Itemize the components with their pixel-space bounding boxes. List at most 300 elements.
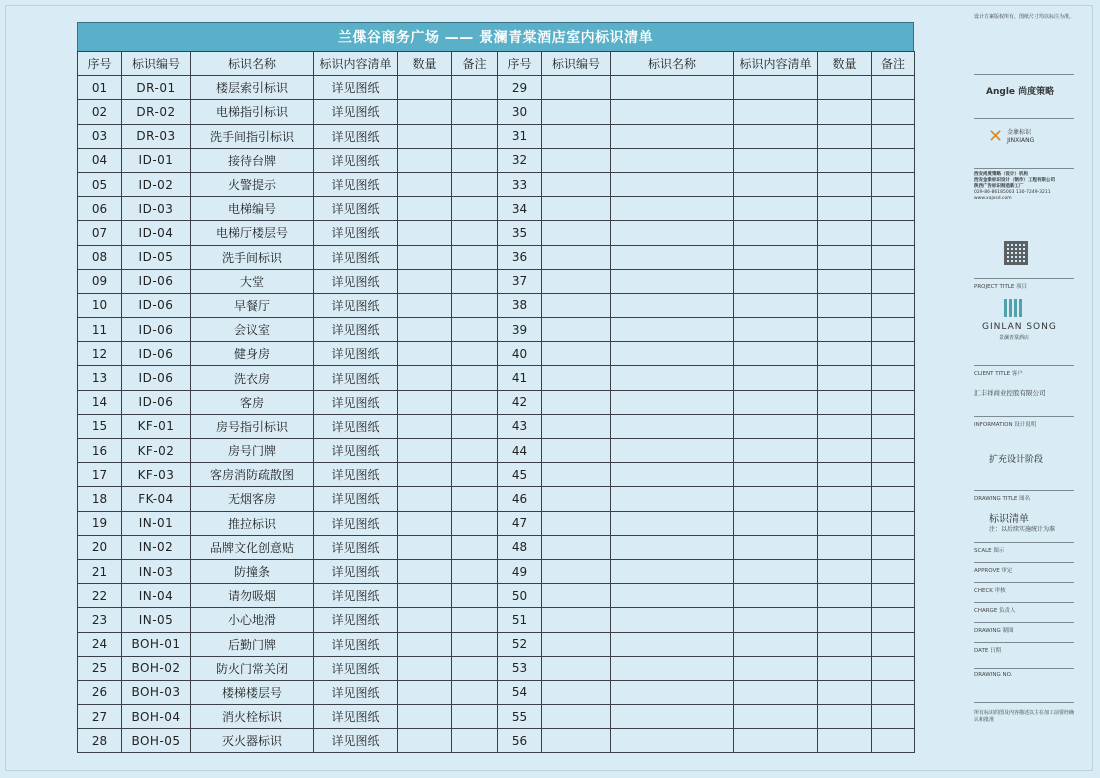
row-number: 16 bbox=[78, 439, 122, 463]
sign-name-right bbox=[611, 293, 734, 317]
row-number: 13 bbox=[78, 366, 122, 390]
sign-name: 楼梯楼层号 bbox=[191, 680, 314, 704]
quantity-cell bbox=[398, 535, 452, 559]
sign-code: ID-01 bbox=[122, 148, 191, 172]
quantity-cell-right bbox=[818, 318, 872, 342]
project-logo-cn: 景澜青棠酒店 bbox=[999, 335, 1030, 341]
sign-content-right bbox=[734, 100, 818, 124]
quantity-cell bbox=[398, 439, 452, 463]
remark-cell-right bbox=[872, 148, 915, 172]
column-header: 标识内容清单 bbox=[734, 52, 818, 76]
quantity-cell bbox=[398, 221, 452, 245]
remark-cell-right bbox=[872, 124, 915, 148]
remark-cell bbox=[452, 221, 498, 245]
column-header: 标识名称 bbox=[611, 52, 734, 76]
sign-code: BOH-05 bbox=[122, 729, 191, 753]
sign-content: 详见图纸 bbox=[314, 172, 398, 196]
sign-code-right bbox=[542, 342, 611, 366]
sign-name-right bbox=[611, 124, 734, 148]
sign-content: 详见图纸 bbox=[314, 148, 398, 172]
sign-name-right bbox=[611, 318, 734, 342]
row-number: 22 bbox=[78, 584, 122, 608]
copyright-note: 设计方案版权所有，图纸尺寸均以标注为准。 bbox=[974, 14, 1075, 20]
sign-content: 详见图纸 bbox=[314, 439, 398, 463]
quantity-cell-right bbox=[818, 535, 872, 559]
sign-content: 详见图纸 bbox=[314, 705, 398, 729]
row-number: 01 bbox=[78, 76, 122, 100]
quantity-cell-right bbox=[818, 414, 872, 438]
approve-label: APPROVE 审定 bbox=[974, 568, 1013, 574]
sign-code: ID-06 bbox=[122, 366, 191, 390]
sign-name-right bbox=[611, 705, 734, 729]
date-label: DATE 日期 bbox=[974, 648, 1002, 654]
row-number-right: 52 bbox=[498, 632, 542, 656]
remark-cell-right bbox=[872, 439, 915, 463]
drawing-title: 标识清单 bbox=[989, 514, 1029, 525]
drawing-label: DRAWING 制图 bbox=[974, 628, 1014, 634]
sign-content-right bbox=[734, 293, 818, 317]
row-number-right: 43 bbox=[498, 414, 542, 438]
sign-code-right bbox=[542, 608, 611, 632]
sign-code: FK-04 bbox=[122, 487, 191, 511]
row-number-right: 37 bbox=[498, 269, 542, 293]
table-row bbox=[78, 487, 915, 511]
sign-name-right bbox=[611, 439, 734, 463]
sign-code-right bbox=[542, 439, 611, 463]
sign-content: 详见图纸 bbox=[314, 414, 398, 438]
sign-content-right bbox=[734, 148, 818, 172]
table-row bbox=[78, 148, 915, 172]
x-logo-icon: ✕ bbox=[988, 126, 1004, 147]
sign-name-right bbox=[611, 342, 734, 366]
row-number-right: 45 bbox=[498, 463, 542, 487]
quantity-cell bbox=[398, 366, 452, 390]
table-row bbox=[78, 221, 915, 245]
sign-content-right bbox=[734, 705, 818, 729]
sign-content: 详见图纸 bbox=[314, 221, 398, 245]
sign-code: BOH-03 bbox=[122, 680, 191, 704]
row-number: 17 bbox=[78, 463, 122, 487]
sign-code: ID-06 bbox=[122, 269, 191, 293]
remark-cell bbox=[452, 342, 498, 366]
quantity-cell-right bbox=[818, 148, 872, 172]
remark-cell bbox=[452, 680, 498, 704]
row-number: 18 bbox=[78, 487, 122, 511]
sign-code: DR-03 bbox=[122, 124, 191, 148]
sign-code: IN-04 bbox=[122, 584, 191, 608]
sign-content-right bbox=[734, 729, 818, 753]
sign-name: 洗衣房 bbox=[191, 366, 314, 390]
sign-name-right bbox=[611, 197, 734, 221]
information-label: INFORMATION 设计说明 bbox=[974, 422, 1037, 428]
quantity-cell bbox=[398, 76, 452, 100]
row-number-right: 48 bbox=[498, 535, 542, 559]
quantity-cell-right bbox=[818, 293, 872, 317]
table-row bbox=[78, 269, 915, 293]
table-row bbox=[78, 511, 915, 535]
sign-code: ID-06 bbox=[122, 342, 191, 366]
quantity-cell-right bbox=[818, 608, 872, 632]
quantity-cell bbox=[398, 390, 452, 414]
sign-code-right bbox=[542, 729, 611, 753]
quantity-cell bbox=[398, 148, 452, 172]
row-number: 12 bbox=[78, 342, 122, 366]
sign-name: 火警提示 bbox=[191, 172, 314, 196]
sign-code: ID-06 bbox=[122, 293, 191, 317]
quantity-cell bbox=[398, 100, 452, 124]
remark-cell-right bbox=[872, 318, 915, 342]
sign-code: IN-02 bbox=[122, 535, 191, 559]
row-number: 03 bbox=[78, 124, 122, 148]
sign-name: 大堂 bbox=[191, 269, 314, 293]
row-number: 06 bbox=[78, 197, 122, 221]
quantity-cell-right bbox=[818, 172, 872, 196]
sign-name-right bbox=[611, 100, 734, 124]
sign-code: KF-02 bbox=[122, 439, 191, 463]
remark-cell-right bbox=[872, 511, 915, 535]
sign-name-right bbox=[611, 463, 734, 487]
row-number: 25 bbox=[78, 656, 122, 680]
remark-cell-right bbox=[872, 100, 915, 124]
row-number: 04 bbox=[78, 148, 122, 172]
angle-logo: Angle 尚度策略 bbox=[986, 87, 1055, 97]
sign-name: 无烟客房 bbox=[191, 487, 314, 511]
sign-code-right bbox=[542, 366, 611, 390]
row-number-right: 53 bbox=[498, 656, 542, 680]
remark-cell-right bbox=[872, 414, 915, 438]
jinxiang-logo: ✕ 金象标识 JINXIANG bbox=[988, 126, 1035, 147]
sign-code-right bbox=[542, 584, 611, 608]
header-row bbox=[78, 52, 915, 76]
column-header: 序号 bbox=[498, 52, 542, 76]
remark-cell-right bbox=[872, 221, 915, 245]
row-number-right: 36 bbox=[498, 245, 542, 269]
row-number-right: 31 bbox=[498, 124, 542, 148]
row-number: 14 bbox=[78, 390, 122, 414]
sign-content-right bbox=[734, 487, 818, 511]
sign-code: BOH-01 bbox=[122, 632, 191, 656]
scale-label: SCALE 图示 bbox=[974, 548, 1005, 554]
sign-content: 详见图纸 bbox=[314, 559, 398, 583]
remark-cell bbox=[452, 511, 498, 535]
sign-name: 楼层索引标识 bbox=[191, 76, 314, 100]
sign-content-right bbox=[734, 414, 818, 438]
drawing-note: 注：以后续实施统计为准 bbox=[989, 526, 1056, 533]
sign-code-right bbox=[542, 656, 611, 680]
sign-code-right bbox=[542, 318, 611, 342]
sign-name-right bbox=[611, 390, 734, 414]
remark-cell-right bbox=[872, 366, 915, 390]
sign-name: 推拉标识 bbox=[191, 511, 314, 535]
sign-content-right bbox=[734, 76, 818, 100]
remark-cell bbox=[452, 414, 498, 438]
remark-cell bbox=[452, 729, 498, 753]
row-number: 20 bbox=[78, 535, 122, 559]
column-header: 标识名称 bbox=[191, 52, 314, 76]
sign-name-right bbox=[611, 608, 734, 632]
sign-name: 电梯编号 bbox=[191, 197, 314, 221]
table-row bbox=[78, 559, 915, 583]
remark-cell bbox=[452, 366, 498, 390]
table-row bbox=[78, 656, 915, 680]
sign-name-right bbox=[611, 535, 734, 559]
sign-content: 详见图纸 bbox=[314, 680, 398, 704]
quantity-cell bbox=[398, 124, 452, 148]
sign-content-right bbox=[734, 535, 818, 559]
table-row bbox=[78, 680, 915, 704]
row-number-right: 38 bbox=[498, 293, 542, 317]
sign-content: 详见图纸 bbox=[314, 318, 398, 342]
table-row bbox=[78, 293, 915, 317]
sign-name: 品牌文化创意贴 bbox=[191, 535, 314, 559]
sign-content-right bbox=[734, 124, 818, 148]
column-header: 数量 bbox=[398, 52, 452, 76]
project-logo-icon bbox=[1004, 299, 1024, 317]
remark-cell-right bbox=[872, 245, 915, 269]
row-number: 28 bbox=[78, 729, 122, 753]
quantity-cell-right bbox=[818, 559, 872, 583]
sign-content-right bbox=[734, 511, 818, 535]
sign-code: ID-02 bbox=[122, 172, 191, 196]
remark-cell-right bbox=[872, 680, 915, 704]
sign-name-right bbox=[611, 366, 734, 390]
sign-code-right bbox=[542, 269, 611, 293]
drawing-title-label: DRAWING TITLE 图名 bbox=[974, 496, 1031, 502]
sign-content: 详见图纸 bbox=[314, 293, 398, 317]
table-row bbox=[78, 100, 915, 124]
sign-name-right bbox=[611, 584, 734, 608]
sign-name: 接待台牌 bbox=[191, 148, 314, 172]
remark-cell-right bbox=[872, 463, 915, 487]
quantity-cell-right bbox=[818, 705, 872, 729]
row-number-right: 39 bbox=[498, 318, 542, 342]
sign-code: DR-02 bbox=[122, 100, 191, 124]
remark-cell bbox=[452, 269, 498, 293]
title-block bbox=[974, 14, 1074, 764]
check-label: CHECK 审核 bbox=[974, 588, 1006, 594]
remark-cell bbox=[452, 293, 498, 317]
remark-cell bbox=[452, 100, 498, 124]
row-number: 21 bbox=[78, 559, 122, 583]
column-header: 标识编号 bbox=[122, 52, 191, 76]
sign-name: 客房 bbox=[191, 390, 314, 414]
remark-cell-right bbox=[872, 608, 915, 632]
table-row bbox=[78, 729, 915, 753]
sign-name: 电梯指引标识 bbox=[191, 100, 314, 124]
sign-code-right bbox=[542, 124, 611, 148]
row-number-right: 42 bbox=[498, 390, 542, 414]
remark-cell-right bbox=[872, 76, 915, 100]
sign-code-right bbox=[542, 76, 611, 100]
sign-code-right bbox=[542, 559, 611, 583]
sign-code: KF-01 bbox=[122, 414, 191, 438]
sign-name: 灭火器标识 bbox=[191, 729, 314, 753]
quantity-cell-right bbox=[818, 342, 872, 366]
quantity-cell bbox=[398, 608, 452, 632]
quantity-cell bbox=[398, 245, 452, 269]
sign-name-right bbox=[611, 221, 734, 245]
remark-cell bbox=[452, 632, 498, 656]
remark-cell bbox=[452, 487, 498, 511]
quantity-cell-right bbox=[818, 197, 872, 221]
remark-cell-right bbox=[872, 729, 915, 753]
quantity-cell-right bbox=[818, 366, 872, 390]
quantity-cell bbox=[398, 172, 452, 196]
quantity-cell-right bbox=[818, 390, 872, 414]
table-row bbox=[78, 608, 915, 632]
sign-code-right bbox=[542, 632, 611, 656]
fine-print bbox=[974, 26, 1074, 74]
sign-code: ID-06 bbox=[122, 390, 191, 414]
sign-name-right bbox=[611, 76, 734, 100]
remark-cell-right bbox=[872, 656, 915, 680]
remark-cell bbox=[452, 124, 498, 148]
quantity-cell bbox=[398, 705, 452, 729]
remark-cell bbox=[452, 172, 498, 196]
row-number: 05 bbox=[78, 172, 122, 196]
row-number: 09 bbox=[78, 269, 122, 293]
quantity-cell-right bbox=[818, 487, 872, 511]
client-label: CLIENT TITLE 客户 bbox=[974, 371, 1023, 377]
sign-content: 详见图纸 bbox=[314, 245, 398, 269]
sign-list-table-container bbox=[77, 22, 914, 753]
sign-content-right bbox=[734, 269, 818, 293]
quantity-cell-right bbox=[818, 439, 872, 463]
quantity-cell-right bbox=[818, 632, 872, 656]
sign-content: 详见图纸 bbox=[314, 584, 398, 608]
quantity-cell bbox=[398, 656, 452, 680]
remark-cell bbox=[452, 535, 498, 559]
row-number-right: 33 bbox=[498, 172, 542, 196]
remark-cell-right bbox=[872, 705, 915, 729]
quantity-cell bbox=[398, 318, 452, 342]
column-header: 备注 bbox=[452, 52, 498, 76]
sign-content: 详见图纸 bbox=[314, 390, 398, 414]
row-number-right: 46 bbox=[498, 487, 542, 511]
sign-content-right bbox=[734, 608, 818, 632]
sign-name: 电梯厅楼层号 bbox=[191, 221, 314, 245]
bottom-note: 所有标识的图及内容描述以主在加工前要经确认和批准 bbox=[974, 710, 1075, 723]
sign-name: 后勤门牌 bbox=[191, 632, 314, 656]
sign-name: 会议室 bbox=[191, 318, 314, 342]
drawing-no-label: DRAWING NO. bbox=[974, 672, 1013, 678]
qr-code-icon bbox=[1004, 241, 1028, 265]
remark-cell bbox=[452, 705, 498, 729]
quantity-cell bbox=[398, 487, 452, 511]
sign-name-right bbox=[611, 172, 734, 196]
remark-cell bbox=[452, 463, 498, 487]
sign-content: 详见图纸 bbox=[314, 535, 398, 559]
table-row bbox=[78, 318, 915, 342]
table-row bbox=[78, 463, 915, 487]
sign-name-right bbox=[611, 414, 734, 438]
sign-name-right bbox=[611, 632, 734, 656]
remark-cell-right bbox=[872, 293, 915, 317]
row-number-right: 41 bbox=[498, 366, 542, 390]
remark-cell-right bbox=[872, 535, 915, 559]
quantity-cell bbox=[398, 584, 452, 608]
sign-code-right bbox=[542, 705, 611, 729]
information-value: 扩充设计阶段 bbox=[989, 455, 1044, 465]
table-row bbox=[78, 124, 915, 148]
table-row bbox=[78, 439, 915, 463]
sign-content-right bbox=[734, 656, 818, 680]
sign-code: ID-04 bbox=[122, 221, 191, 245]
sign-name: 早餐厅 bbox=[191, 293, 314, 317]
sign-content-right bbox=[734, 680, 818, 704]
table-title: 兰偞谷商务广场 —— 景澜青棠酒店室内标识清单 bbox=[77, 22, 914, 51]
quantity-cell-right bbox=[818, 100, 872, 124]
sign-name: 健身房 bbox=[191, 342, 314, 366]
remark-cell-right bbox=[872, 197, 915, 221]
charge-label: CHARGE 负责人 bbox=[974, 608, 1016, 614]
sign-code: IN-05 bbox=[122, 608, 191, 632]
sign-code: ID-03 bbox=[122, 197, 191, 221]
sign-code-right bbox=[542, 680, 611, 704]
quantity-cell bbox=[398, 269, 452, 293]
sign-content-right bbox=[734, 584, 818, 608]
row-number: 19 bbox=[78, 511, 122, 535]
table-row bbox=[78, 366, 915, 390]
sign-content: 详见图纸 bbox=[314, 487, 398, 511]
quantity-cell bbox=[398, 197, 452, 221]
sign-code-right bbox=[542, 197, 611, 221]
sign-name-right bbox=[611, 269, 734, 293]
sign-content-right bbox=[734, 559, 818, 583]
quantity-cell bbox=[398, 293, 452, 317]
sign-code: ID-06 bbox=[122, 318, 191, 342]
sign-name-right bbox=[611, 559, 734, 583]
table-row bbox=[78, 390, 915, 414]
row-number: 11 bbox=[78, 318, 122, 342]
sign-code-right bbox=[542, 245, 611, 269]
row-number-right: 51 bbox=[498, 608, 542, 632]
quantity-cell-right bbox=[818, 463, 872, 487]
row-number-right: 54 bbox=[498, 680, 542, 704]
column-header: 标识编号 bbox=[542, 52, 611, 76]
row-number: 07 bbox=[78, 221, 122, 245]
quantity-cell-right bbox=[818, 584, 872, 608]
sign-name-right bbox=[611, 245, 734, 269]
quantity-cell-right bbox=[818, 221, 872, 245]
remark-cell bbox=[452, 245, 498, 269]
table-row bbox=[78, 414, 915, 438]
row-number-right: 50 bbox=[498, 584, 542, 608]
table-row bbox=[78, 197, 915, 221]
row-number: 26 bbox=[78, 680, 122, 704]
sign-code-right bbox=[542, 487, 611, 511]
sign-content-right bbox=[734, 342, 818, 366]
sign-content-right bbox=[734, 245, 818, 269]
sign-name: 客房消防疏散图 bbox=[191, 463, 314, 487]
remark-cell-right bbox=[872, 390, 915, 414]
sign-code-right bbox=[542, 463, 611, 487]
row-number-right: 47 bbox=[498, 511, 542, 535]
sign-code: BOH-02 bbox=[122, 656, 191, 680]
sign-content: 详见图纸 bbox=[314, 511, 398, 535]
sign-content: 详见图纸 bbox=[314, 269, 398, 293]
remark-cell-right bbox=[872, 487, 915, 511]
row-number-right: 56 bbox=[498, 729, 542, 753]
table-row bbox=[78, 632, 915, 656]
project-logo: GINLAN SONG bbox=[982, 322, 1057, 332]
quantity-cell bbox=[398, 729, 452, 753]
sign-name: 房号门牌 bbox=[191, 439, 314, 463]
row-number: 27 bbox=[78, 705, 122, 729]
sign-name: 防撞条 bbox=[191, 559, 314, 583]
quantity-cell bbox=[398, 414, 452, 438]
sign-code: ID-05 bbox=[122, 245, 191, 269]
